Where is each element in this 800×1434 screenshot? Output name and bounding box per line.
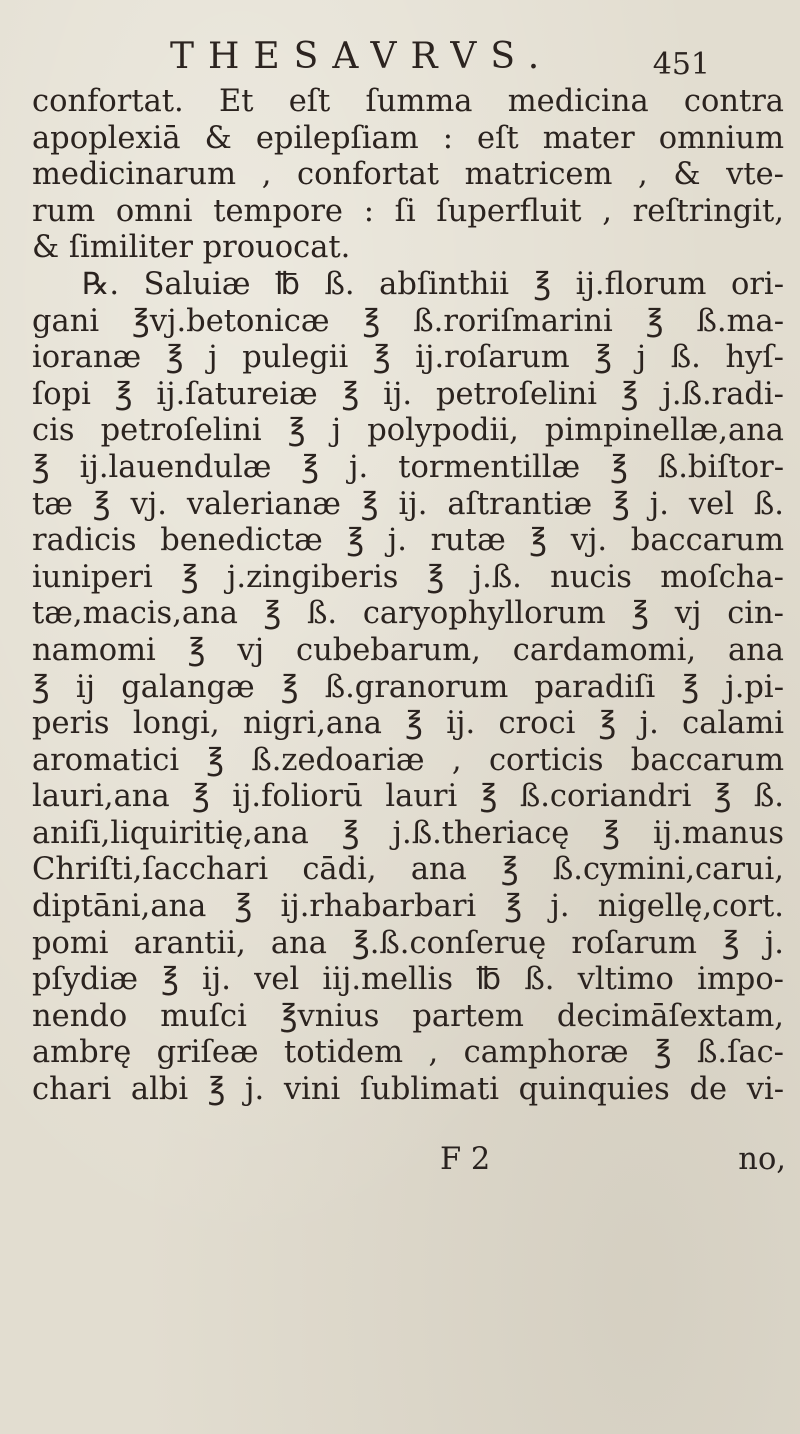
- recipe-line: ſopi ℥ ij.ſatureiæ ℥ ij. petroſelini ℥ j.ß.radi-: [32, 376, 784, 412]
- text-line: medicinarum , confortat matricem , & vte-: [32, 157, 784, 193]
- recipe-line: peris longi, nigri,ana ℥ ij. croci ℥ j. calami: [32, 706, 784, 742]
- recipe-line: radicis benedictæ ℥ j. rutæ ℥ vj. baccarum: [32, 523, 784, 559]
- recipe-line: aromatici ℥ ß.zedoariæ , corticis baccarum: [32, 742, 784, 778]
- recipe-line: cis petroſelini ℥ j polypodii, pimpinellæ,ana: [32, 413, 784, 449]
- text-line: confortat. Et eſt ſumma medicina contra: [32, 84, 784, 119]
- recipe-line: iuniperi ℥ j.zingiberis ℥ j.ß. nucis moſcha-: [32, 559, 784, 595]
- text-line: apoplexiā & epilepſiam : eſt mater omnium: [32, 120, 784, 156]
- page-footer: [440, 1140, 786, 1180]
- recipe-line: Chriſti,ſacchari cādi, ana ℥ ß.cymini,carui,: [32, 852, 784, 888]
- recipe-line: gani ℥vj.betonicæ ℥ ß.roriſmarini ℥ ß.ma-: [32, 303, 784, 339]
- recipe-line: ambrę griſeæ totidem , camphoræ ℥ ß.ſac-: [32, 1035, 784, 1071]
- recipe-line: pſydiæ ℥ ij. vel iij.mellis ℔ ß. vltimo impo-: [32, 962, 784, 998]
- recipe-line: tæ ℥ vj. valerianæ ℥ ij. aſtrantiæ ℥ j. vel ß.: [32, 486, 784, 522]
- recipe-line: ℥ ij.lauendulæ ℥ j. tormentillæ ℥ ß.biſtor-: [32, 449, 784, 485]
- recipe-line: diptāni,ana ℥ ij.rhabarbari ℥ j. nigellę,cort.: [32, 889, 784, 925]
- text-line: rum omni tempore : ſi ſuperfluit , reſtringit,: [32, 193, 784, 229]
- recipe-line: tæ,macis,ana ℥ ß. caryophyllorum ℥ vj cin-: [32, 596, 784, 632]
- catchword: no,: [738, 1142, 786, 1177]
- recipe-line: namomi ℥ vj cubebarum, cardamomi, ana: [32, 632, 784, 668]
- body-text: [32, 84, 784, 1109]
- recipe-line: ℞. Saluiæ ℔ ß. abſinthii ℥ ij.florum ori-: [82, 266, 784, 302]
- recipe-line: ioranæ ℥ j pulegii ℥ ij.roſarum ℥ j ß. hyſ-: [32, 340, 784, 376]
- recipe-line: chari albi ℥ j. vini ſublimati quinquies de vi-: [32, 1072, 784, 1108]
- signature-mark: F 2: [440, 1142, 491, 1177]
- recipe-line: lauri,ana ℥ ij.foliorū lauri ℥ ß.coriandri ℥ ß.: [32, 779, 784, 815]
- recipe-line: ℥ ij galangæ ℥ ß.granorum paradiſi ℥ j.pi-: [32, 669, 784, 705]
- page-header: [170, 34, 710, 80]
- text-line: & ſimiliter prouocat.: [32, 230, 351, 266]
- recipe-line: nendo muſci ℥vnius partem decimāſextam,: [32, 998, 784, 1034]
- recipe-line: pomi arantii, ana ℥.ß.conſeruę roſarum ℥ j.: [32, 925, 784, 961]
- recipe-line: aniſi,liquiritię,ana ℥ j.ß.theriacę ℥ ij.manus: [32, 815, 784, 851]
- running-title: THESAVRVS.: [170, 36, 554, 77]
- page-number: 451: [652, 47, 710, 82]
